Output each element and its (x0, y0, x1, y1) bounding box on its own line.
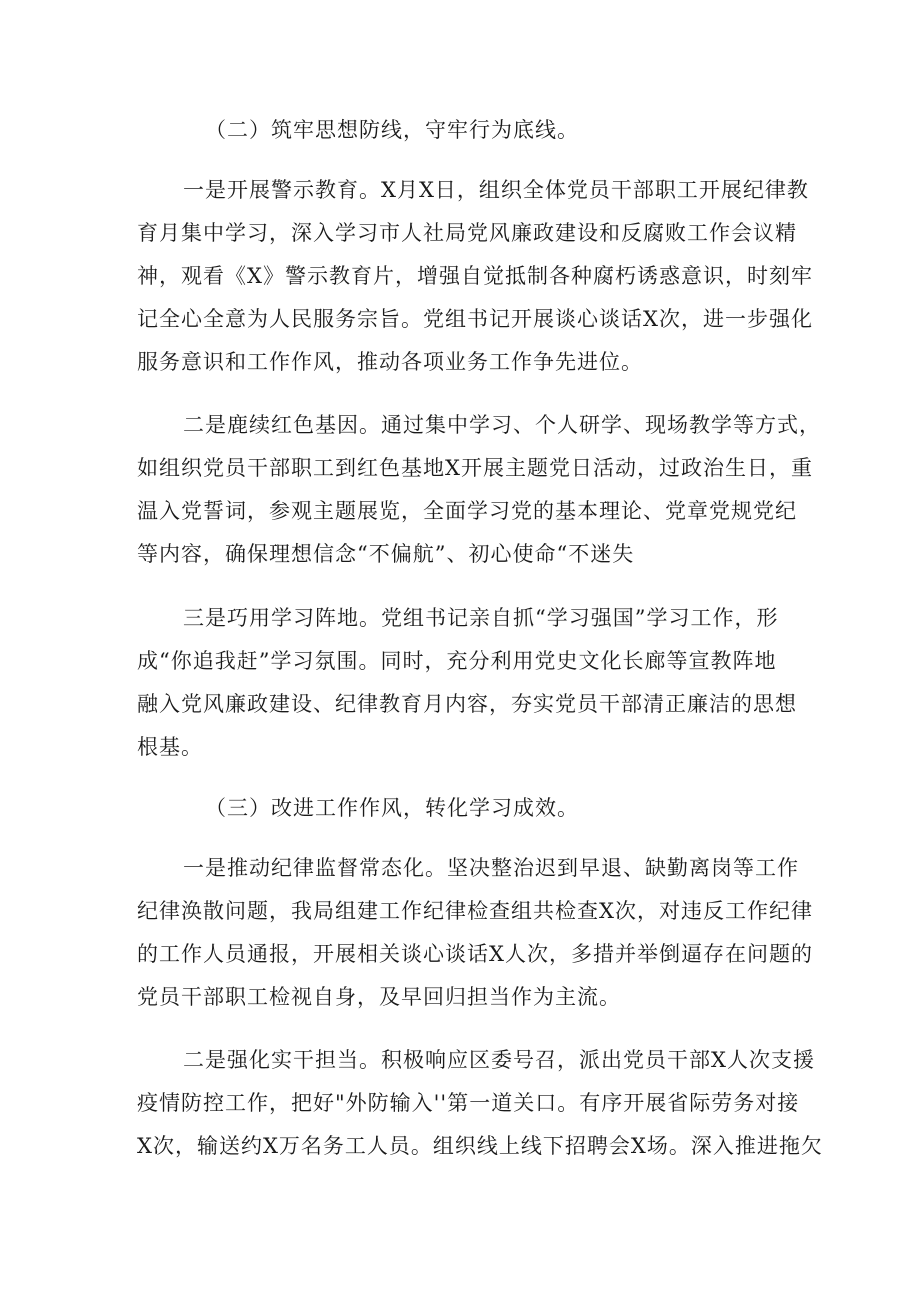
section-heading-3: （三）改进工作作风，转化学习成效。 (205, 796, 579, 820)
paragraph-line: 一是推动纪律监督常态化。坚决整治迟到早退、缺勤离岗等工作 (183, 856, 799, 880)
paragraph-line: 如组织党员干部职工到红色基地X开展主题党日活动，过政治生日，重 (137, 456, 813, 480)
paragraph-line: 的工作人员通报，开展相关谈心谈话X人次，多措并举倒逼存在问题的 (137, 942, 813, 966)
paragraph-line: 一是开展警示教育。X月X日，组织全体党员干部职工开展纪律教 (183, 178, 809, 202)
paragraph-line: 成“你追我赶”学习氛围。同时，充分利用党史文化长廊等宣教阵地 (137, 649, 777, 673)
paragraph-line: 二是强化实干担当。积极响应区委号召，派出党员干部X人次支援 (183, 1048, 815, 1072)
paragraph-line: 记全心全意为人民服务宗旨。党组书记开展谈心谈话X次，进一步强化 (137, 307, 813, 331)
paragraph-line: 党员干部职工检视自身，及早回归担当作为主流。 (137, 985, 621, 1009)
paragraph-line: 根基。 (137, 735, 203, 759)
section-heading-2: （二）筑牢思想防线，守牢行为底线。 (205, 118, 579, 142)
paragraph-line: 服务意识和工作作风，推动各项业务工作争先进位。 (137, 350, 643, 374)
paragraph-line: X次，输送约X万名务工人员。组织线上线下招聘会X场。深入推进拖欠 (137, 1134, 823, 1158)
paragraph-line: 育月集中学习，深入学习市人社局党风廉政建设和反腐败工作会议精 (137, 221, 797, 245)
paragraph-line: 温入党誓词，参观主题展览，全面学习党的基本理论、党章党规党纪 (137, 499, 797, 523)
paragraph-line: 神，观看《X》警示教育片，增强自觉抵制各种腐朽诱惑意识，时刻牢 (137, 264, 813, 288)
paragraph-line: 二是鹿续红色基因。通过集中学习、个人研学、现场教学等方式， (183, 413, 821, 437)
paragraph-line: 疫情防控工作，把好"外防输入''第一道关口。有序开展省际劳务对接 (137, 1091, 800, 1115)
paragraph-line: 纪律涣散问题，我局组建工作纪律检查组共检查X次，对违反工作纪律 (137, 899, 813, 923)
paragraph-line: 等内容，确保理想信念“不偏航”、初心使命“不迷失 (137, 542, 635, 566)
paragraph-line: 三是巧用学习阵地。党组书记亲自抓“学习强国”学习工作，形 (183, 606, 779, 630)
paragraph-line: 融入党风廉政建设、纪律教育月内容，夯实党员干部清正廉洁的思想 (137, 692, 797, 716)
